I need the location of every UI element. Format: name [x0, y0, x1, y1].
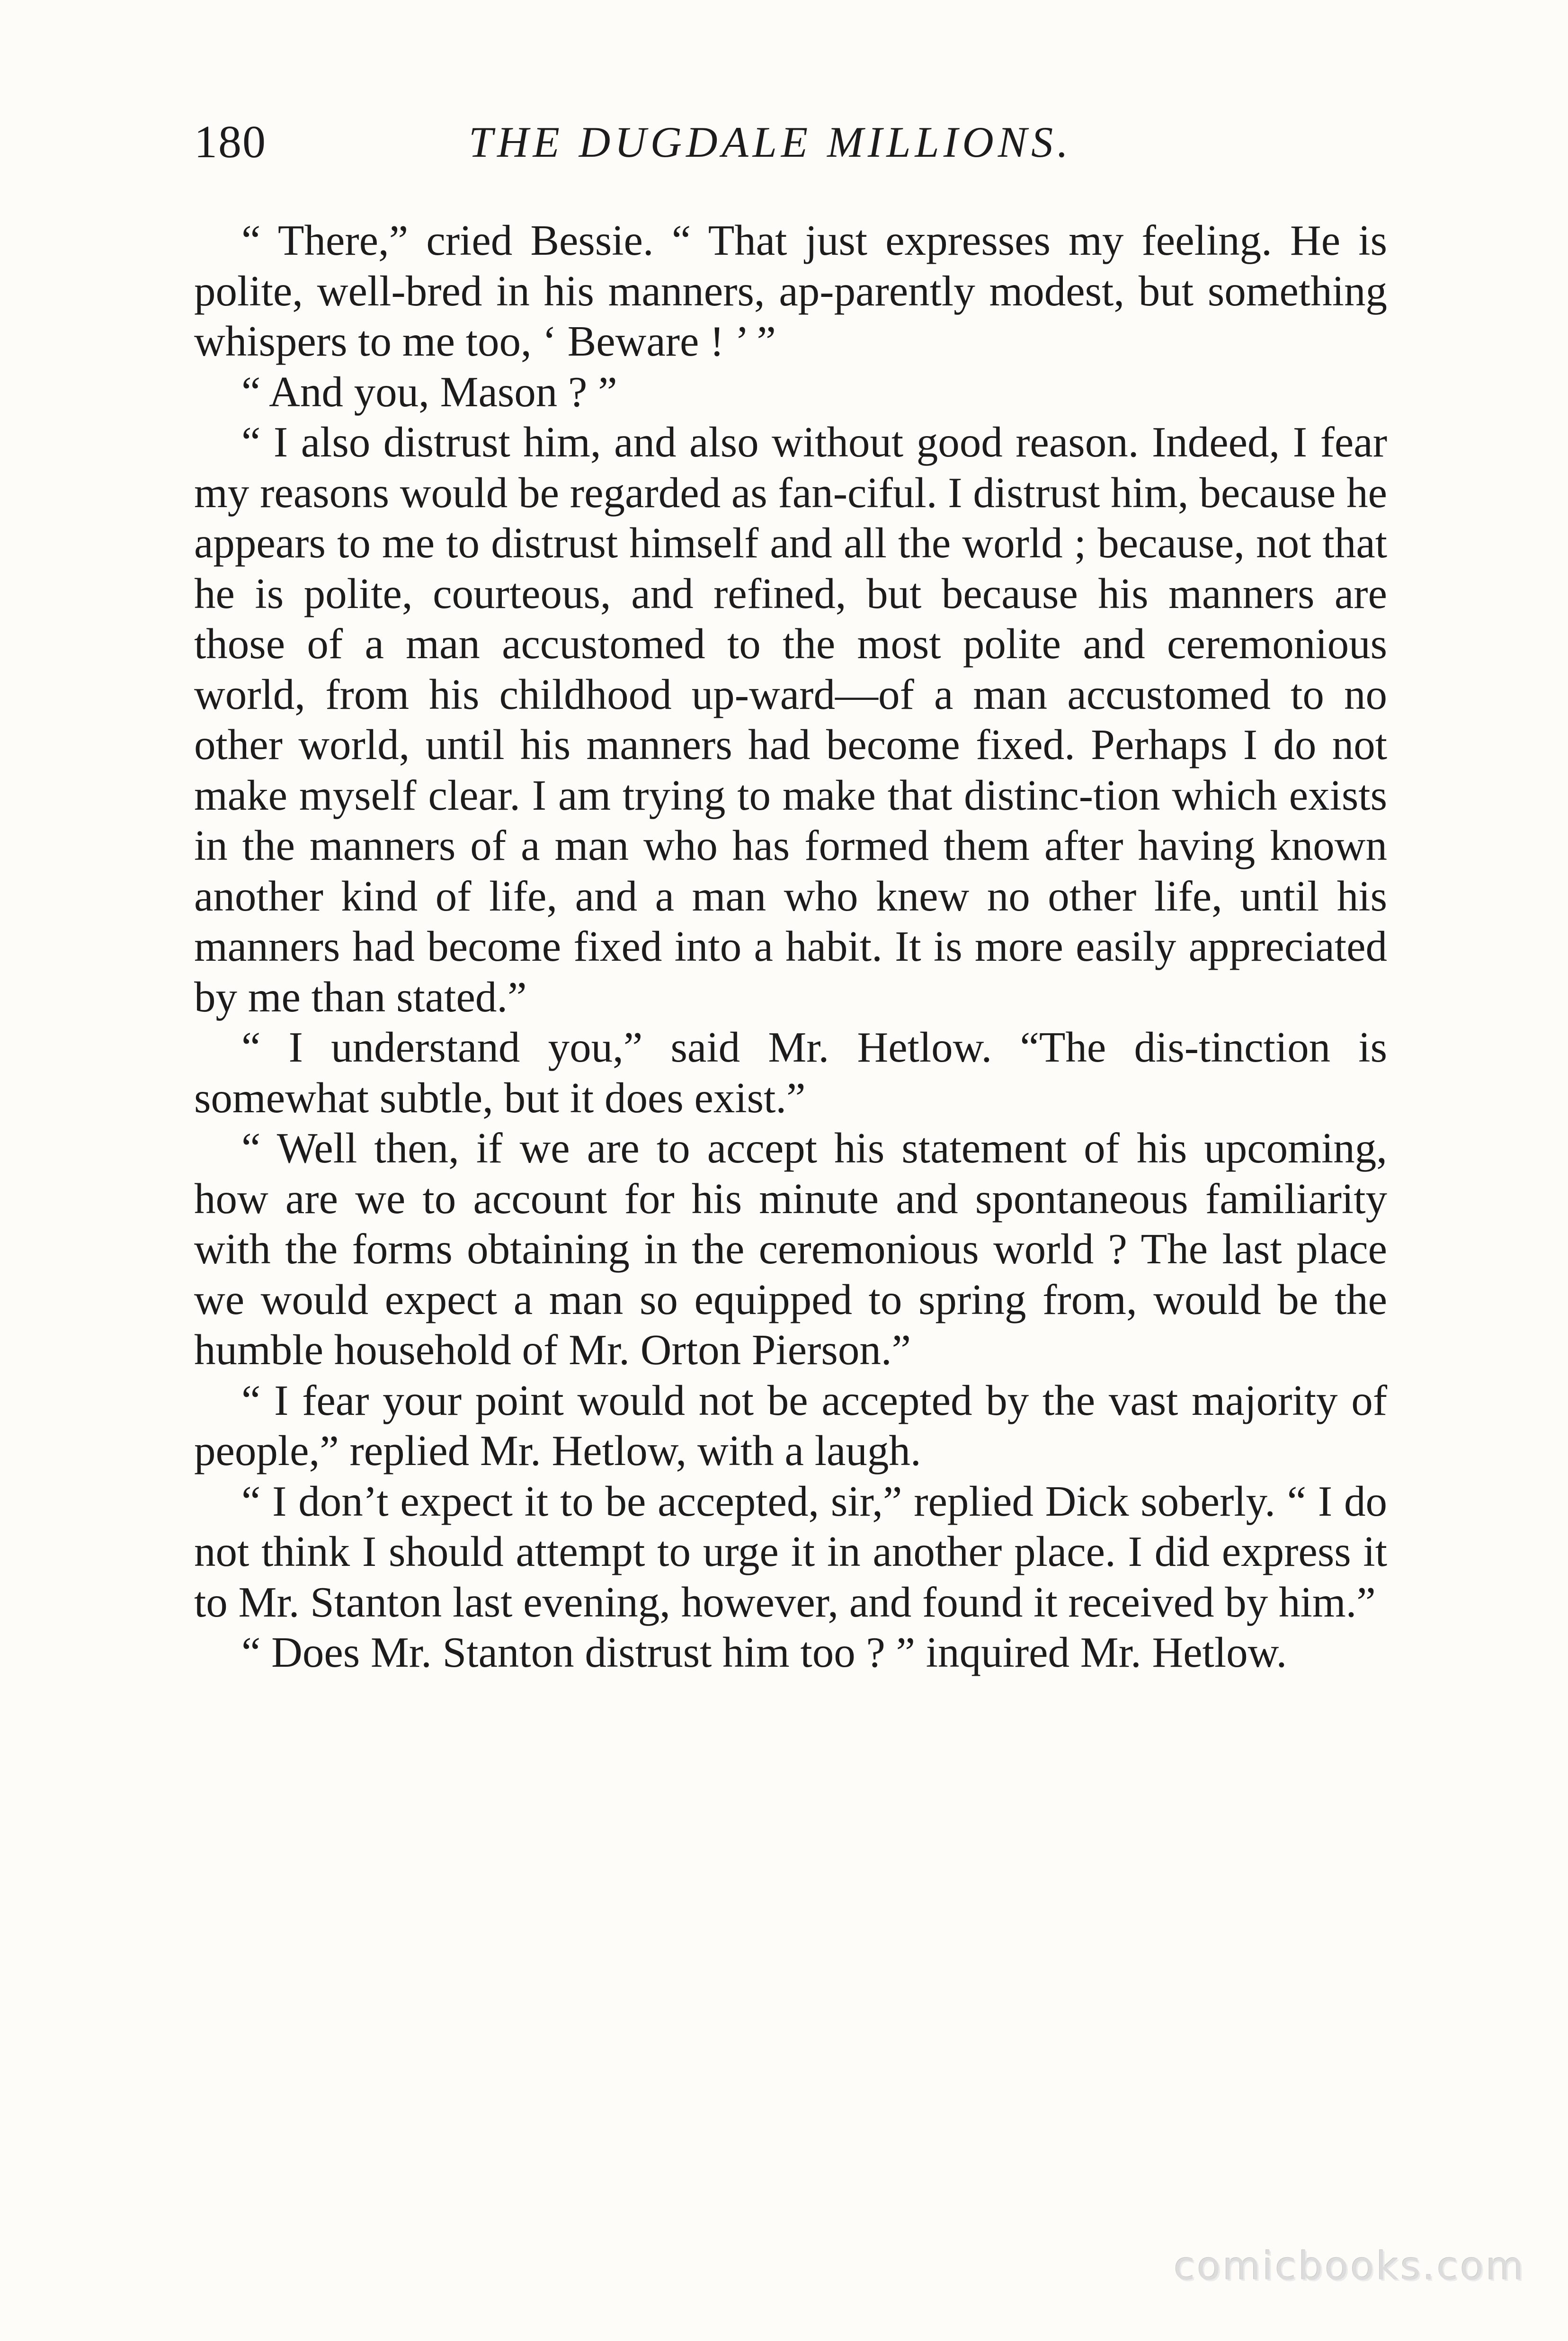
paragraph: “ I don’t expect it to be accepted, sir,” replied Dick soberly. “ I do not think I should attempt to urge it in another place. I did express it to Mr. Stanton last evening, however, and found it received by him.” [194, 1477, 1387, 1626]
paragraph: “ There,” cried Bessie. “ That just expresses my feeling. He is polite, well-bred in his manners, ap-parently modest, but something whispers to me too, ‘ Beware ! ’ ” [194, 216, 1387, 365]
paragraph: “ And you, Mason ? ” [241, 367, 617, 416]
body-text [194, 215, 1387, 1678]
paragraph: “ I also distrust him, and also without good reason. Indeed, I fear my reasons would be regarded as fan-ciful. I distrust him, because he appears to me to distrust himself and all the world ; because, not that he is polite, courteous, and refined, but because his manners are those of a man accustomed to the most polite and ceremonious world, from his childhood up-ward—of a man accustomed to no other world, until his manners had become fixed. Perhaps I do not make myself clear. I am trying to make that distinc-tion which exists in the manners of a man who has formed them after having known another kind of life, and a man who knew no other life, until his manners had become fixed into a habit. It is more easily appreciated by me than stated.” [194, 418, 1387, 1021]
page-number: 180 [194, 116, 267, 168]
running-title: THE DUGDALE MILLIONS. [469, 118, 1073, 166]
page-header [194, 111, 1387, 173]
paragraph: “ Does Mr. Stanton distrust him too ? ” inquired Mr. Hetlow. [241, 1628, 1287, 1676]
paragraph: “ I fear your point would not be accepted by the vast majority of people,” replied Mr. Hetlow, with a laugh. [194, 1376, 1387, 1474]
watermark: comicbooks.com [1174, 2244, 1525, 2289]
paragraph: “ Well then, if we are to accept his statement of his upcoming, how are we to account for his minute and spontaneous familiarity with the forms obtaining in the ceremonious world ? The last place we would expect a man so equipped to spring from, would be the humble household of Mr. Orton Pierson.” [194, 1124, 1387, 1374]
paragraph: “ I understand you,” said Mr. Hetlow. “The dis-tinction is somewhat subtle, but it does exist.” [194, 1023, 1387, 1122]
